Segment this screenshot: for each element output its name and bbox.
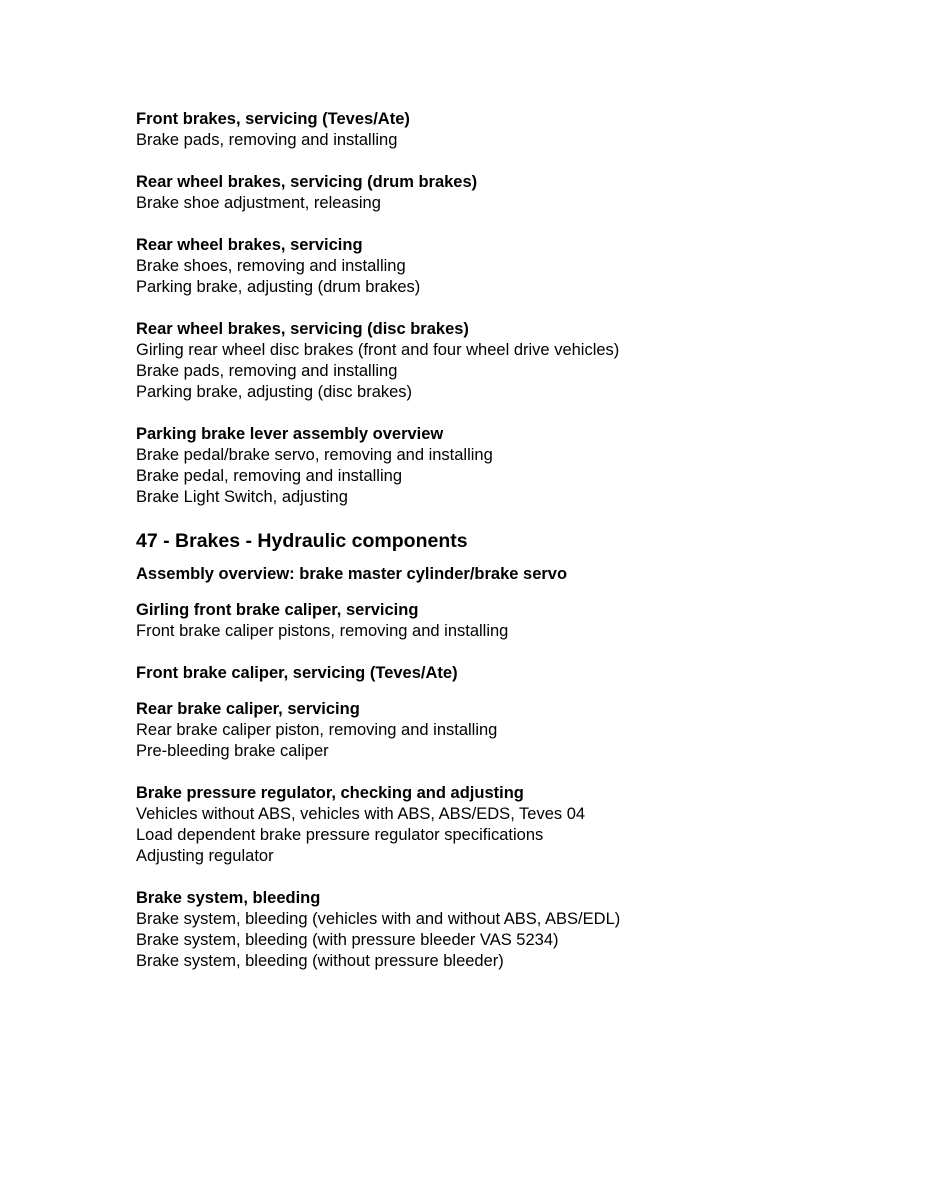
section-heading: Front brake caliper, servicing (Teves/Ate) [136, 664, 458, 682]
section-heading: Rear brake caliper, servicing [136, 700, 360, 718]
section-item: Parking brake, adjusting (disc brakes) [136, 383, 413, 401]
section-item: Load dependent brake pressure regulator specifications [136, 826, 544, 844]
section-item: Pre-bleeding brake caliper [136, 742, 329, 760]
section-heading: Brake system, bleeding [136, 889, 321, 907]
section-heading: Assembly overview: brake master cylinder/brake servo [136, 565, 568, 583]
toc-section [136, 235, 896, 298]
toc-section [136, 783, 896, 867]
section-item: Brake pads, removing and installing [136, 362, 398, 380]
section-item: Girling rear wheel disc brakes (front and four wheel drive vehicles) [136, 341, 620, 359]
table-of-contents [136, 109, 896, 993]
section-item: Front brake caliper pistons, removing and installing [136, 622, 509, 640]
section-item: Rear brake caliper piston, removing and installing [136, 721, 498, 739]
section-heading: Parking brake lever assembly overview [136, 425, 444, 443]
section-heading: Rear wheel brakes, servicing [136, 236, 363, 254]
toc-section [136, 699, 896, 762]
section-item: Brake pedal, removing and installing [136, 467, 402, 485]
section-item: Brake shoes, removing and installing [136, 257, 406, 275]
toc-section [136, 172, 896, 214]
section-item: Parking brake, adjusting (drum brakes) [136, 278, 421, 296]
section-item: Brake system, bleeding (with pressure bleeder VAS 5234) [136, 931, 559, 949]
section-item: Brake system, bleeding (without pressure bleeder) [136, 952, 504, 970]
section-heading: Rear wheel brakes, servicing (disc brakes) [136, 320, 469, 338]
toc-section [136, 424, 896, 508]
section-heading: Brake pressure regulator, checking and adjusting [136, 784, 524, 802]
section-item: Brake system, bleeding (vehicles with and without ABS, ABS/EDL) [136, 910, 621, 928]
section-item: Brake pedal/brake servo, removing and installing [136, 446, 493, 464]
section-heading: Front brakes, servicing (Teves/Ate) [136, 110, 410, 128]
section-item: Brake Light Switch, adjusting [136, 488, 348, 506]
section-item: Brake pads, removing and installing [136, 131, 398, 149]
section-item: Brake shoe adjustment, releasing [136, 194, 381, 212]
chapter-title: 47 - Brakes - Hydraulic components [136, 530, 468, 552]
section-item: Adjusting regulator [136, 847, 274, 865]
section-heading: Rear wheel brakes, servicing (drum brakes) [136, 173, 478, 191]
section-item: Vehicles without ABS, vehicles with ABS, ABS/EDS, Teves 04 [136, 805, 586, 823]
toc-section [136, 319, 896, 403]
toc-section [136, 600, 896, 642]
toc-section [136, 888, 896, 972]
section-heading: Girling front brake caliper, servicing [136, 601, 419, 619]
toc-section [136, 109, 896, 151]
toc-section [136, 564, 896, 585]
toc-section [136, 663, 896, 684]
